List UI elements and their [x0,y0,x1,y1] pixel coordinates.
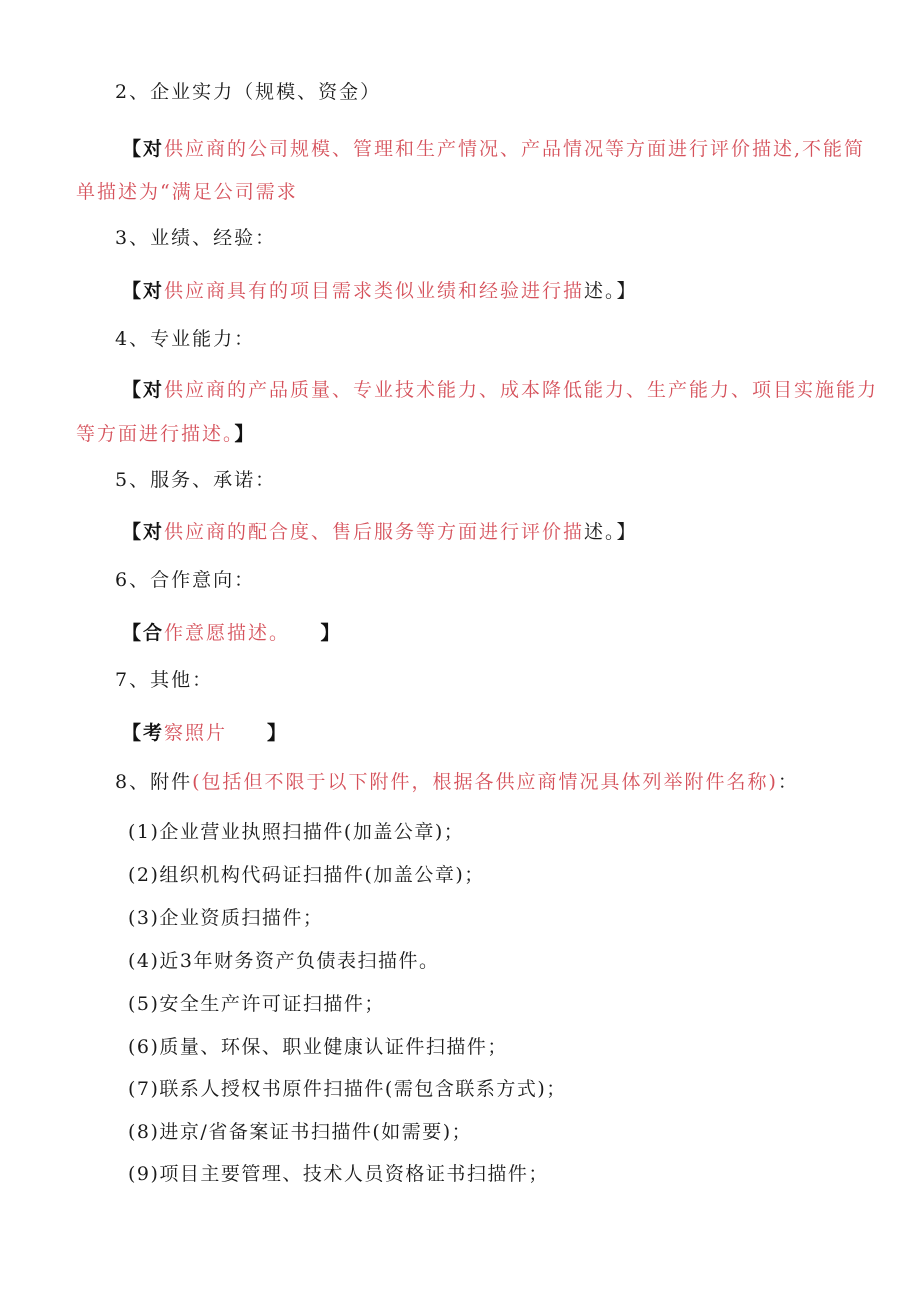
section-6-note-text: 作意愿描述。 [164,622,281,644]
section-7-note-text: 察照片 [164,722,228,744]
section-4-note-open: 【对 [122,379,165,401]
section-5-note [122,520,638,544]
section-4-note-text-2: 等方面进行描述。 [76,423,235,445]
section-3-note [122,279,638,303]
section-4-note-text-1: 供应商的产品质量、专业技术能力、成本降低能力、生产能力、项目实施能力 [164,379,879,401]
section-8-heading-suffix: ： [777,771,799,793]
attachment-item: (3)企业资质扫描件； [128,907,324,929]
section-7-note-close: 】 [267,722,289,744]
section-4-note-close: 】 [234,423,256,445]
section-6-heading: 6、合作意向： [115,569,256,591]
section-5-note-tail: 述。】 [584,521,638,543]
section-6-note [122,621,342,645]
section-4-note-line-2 [76,422,256,446]
section-5-heading: 5、服务、承诺： [115,469,277,491]
section-2-note-open: 【对 [122,138,165,160]
section-4-note [122,378,878,402]
attachment-item: (6)质量、环保、职业健康认证件扫描件； [128,1036,508,1058]
section-7-note-open: 【考 [122,722,165,744]
section-6-note-close: 】 [320,622,342,644]
section-3-heading: 3、业绩、经验： [115,227,277,249]
attachment-item: (1)企业营业执照扫描件(加盖公章)； [128,821,465,843]
attachment-item: (8)进京/省备案证书扫描件(如需要)； [128,1121,473,1143]
section-4-heading: 4、专业能力： [115,328,256,350]
section-2-heading: 2、企业实力（规模、资金） [115,81,382,103]
section-2-note-text-1: 供应商的公司规模、管理和生产情况、产品情况等方面进行评价描述,不能简 [164,138,866,160]
attachment-item: (5)安全生产许可证扫描件； [128,993,385,1015]
section-5-note-text: 供应商的配合度、售后服务等方面进行评价描 [164,521,585,543]
section-7-note [122,721,288,745]
section-5-note-open: 【对 [122,521,165,543]
attachment-item: (2)组织机构代码证扫描件(加盖公章)； [128,864,485,886]
section-6-note-open: 【合 [122,622,165,644]
section-3-note-open: 【对 [122,280,165,302]
section-2-note [122,137,865,161]
section-3-note-text: 供应商具有的项目需求类似业绩和经验进行描 [164,280,585,302]
section-7-heading: 7、其他： [115,669,214,691]
section-2-note-text-2: 单描述为“满足公司需求 [76,181,298,203]
section-3-note-tail: 述。】 [584,280,638,302]
section-8-heading [115,770,799,794]
attachment-item: (9)项目主要管理、技术人员资格证书扫描件； [128,1163,549,1185]
section-8-heading-note: (包括但不限于以下附件，根据各供应商情况具体列举附件名称) [192,771,778,793]
attachment-item: (7)联系人授权书原件扫描件(需包含联系方式)； [128,1078,567,1100]
section-8-heading-prefix: 8、附件 [115,771,193,793]
attachment-item: (4)近3年财务资产负债表扫描件。 [128,950,440,972]
